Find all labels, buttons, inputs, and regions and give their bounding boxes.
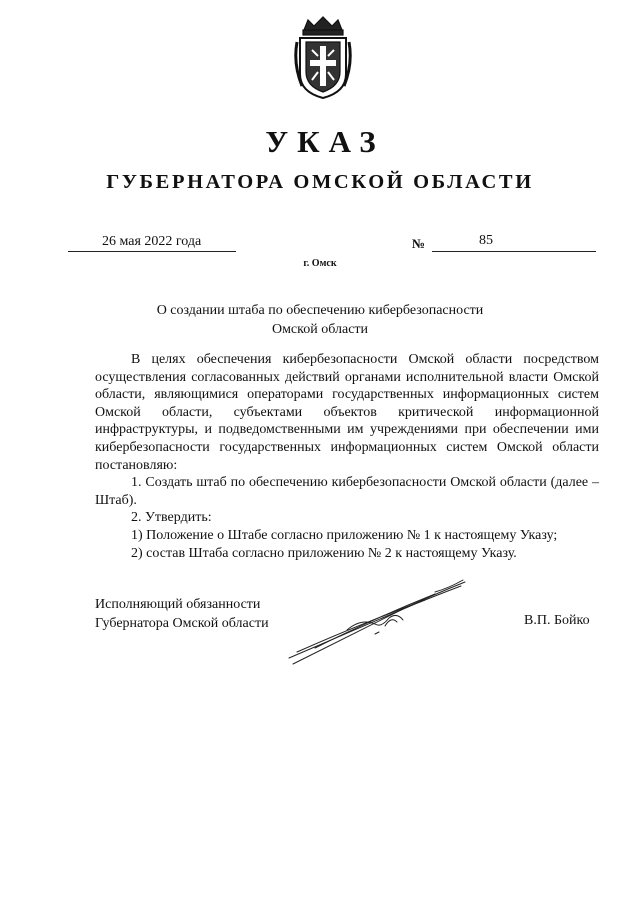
preamble-paragraph: В целях обеспечения кибербезопасности Омской области посредством осуществления согласованных действий органами исполнительной власти Омской области, являющимися операторами государственных информационных систем Омской области, субъектами объектов критической информационной инфраструктуры, и подведомственными им учреждениями при обеспечении ими кибербезопасности государственных информационных систем Омской области постановляю: xyxy=(95,352,599,473)
signatory-position xyxy=(95,595,269,633)
number-value: 85 xyxy=(479,233,493,248)
handwritten-signature xyxy=(285,578,470,670)
subject-line-1: О создании штаба по обеспечению кибербезопасности xyxy=(156,303,484,318)
date-field xyxy=(68,233,236,252)
position-line-2: Губернатора Омской области xyxy=(95,616,269,631)
subject-line-2: Омской области xyxy=(271,322,369,337)
document-type-title: УКАЗ xyxy=(265,124,385,159)
item-1: 1. Создать штаб по обеспечению кибербезопасности Омской области (далее – Штаб). xyxy=(95,475,599,508)
number-field xyxy=(432,233,596,252)
signatory-name: В.П. Бойко xyxy=(524,613,590,628)
number-sign: № xyxy=(412,236,426,251)
position-line-1: Исполняющий обязанности xyxy=(95,597,261,612)
document-subject xyxy=(0,301,640,339)
coat-of-arms-icon xyxy=(292,14,354,100)
date-value: 26 мая 2022 года xyxy=(102,234,202,249)
item-2: 2. Утвердить: xyxy=(131,510,212,526)
issuing-authority-title: ГУБЕРНАТОРА ОМСКОЙ ОБЛАСТИ xyxy=(106,171,534,193)
item-2-1: 1) Положение о Штабе согласно приложению № 1 к настоящему Указу; xyxy=(131,527,558,543)
document-body xyxy=(95,351,599,562)
item-2-2: 2) состав Штаба согласно приложению № 2 к настоящему Указу. xyxy=(131,545,517,561)
city-label: г. Омск xyxy=(303,258,337,269)
